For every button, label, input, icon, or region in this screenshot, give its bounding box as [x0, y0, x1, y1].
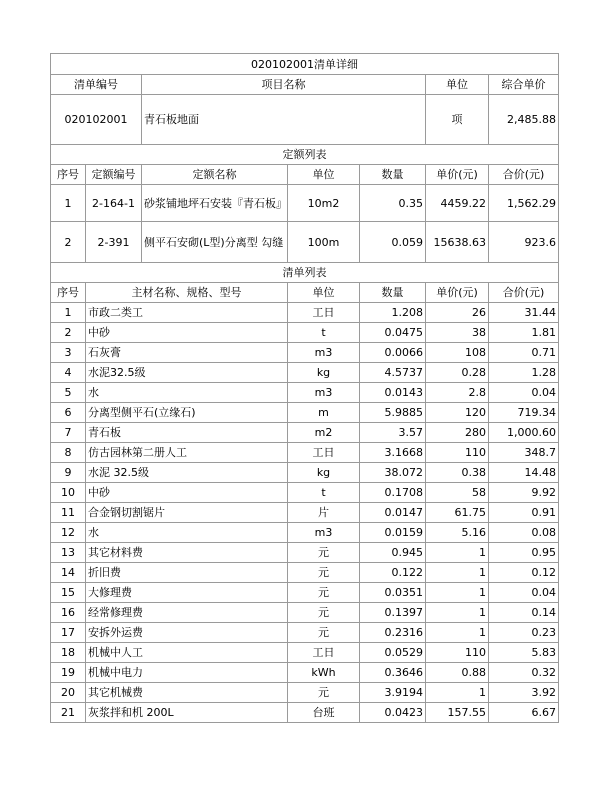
list-row — [51, 363, 559, 383]
list-unit-price: 26 — [426, 303, 489, 323]
list-material-name: 水泥 32.5级 — [86, 463, 288, 483]
list-unit: t — [288, 483, 360, 503]
list-quantity: 1.208 — [360, 303, 426, 323]
list-header-cell: 合价(元) — [489, 283, 559, 303]
quota-total: 1,562.29 — [489, 185, 559, 222]
quota-header-cell: 单价(元) — [426, 165, 489, 185]
list-quantity: 0.945 — [360, 543, 426, 563]
list-quantity: 3.57 — [360, 423, 426, 443]
list-unit-price: 1 — [426, 543, 489, 563]
list-quantity: 0.0423 — [360, 703, 426, 723]
quota-index: 1 — [51, 185, 86, 222]
list-unit-price: 157.55 — [426, 703, 489, 723]
list-index: 20 — [51, 683, 86, 703]
list-index: 10 — [51, 483, 86, 503]
list-index: 1 — [51, 303, 86, 323]
item-unit: 项 — [426, 95, 489, 145]
quota-name: 砂浆铺地坪石安装『青石板』 — [142, 185, 288, 222]
list-total: 0.12 — [489, 563, 559, 583]
list-unit-price: 2.8 — [426, 383, 489, 403]
list-index: 14 — [51, 563, 86, 583]
list-unit-price: 1 — [426, 683, 489, 703]
item-code: 020102001 — [51, 95, 142, 145]
list-index: 4 — [51, 363, 86, 383]
list-index: 9 — [51, 463, 86, 483]
list-unit: t — [288, 323, 360, 343]
list-quantity: 0.0147 — [360, 503, 426, 523]
quota-quantity: 0.059 — [360, 222, 426, 263]
quota-total: 923.6 — [489, 222, 559, 263]
quota-row — [51, 185, 559, 222]
list-material-name: 其它机械费 — [86, 683, 288, 703]
list-index: 5 — [51, 383, 86, 403]
list-row — [51, 343, 559, 363]
list-material-name: 石灰膏 — [86, 343, 288, 363]
list-total: 1.81 — [489, 323, 559, 343]
quota-row — [51, 222, 559, 263]
quota-unit-price: 4459.22 — [426, 185, 489, 222]
list-total: 9.92 — [489, 483, 559, 503]
list-material-name: 仿古园林第二册人工 — [86, 443, 288, 463]
list-row — [51, 643, 559, 663]
list-total: 0.91 — [489, 503, 559, 523]
quota-header-cell: 定额名称 — [142, 165, 288, 185]
list-material-name: 安拆外运费 — [86, 623, 288, 643]
list-row — [51, 523, 559, 543]
list-row — [51, 323, 559, 343]
list-quantity: 0.1397 — [360, 603, 426, 623]
list-unit: 元 — [288, 583, 360, 603]
list-header-cell: 单位 — [288, 283, 360, 303]
list-unit-price: 0.28 — [426, 363, 489, 383]
list-unit: 片 — [288, 503, 360, 523]
list-quantity: 0.0159 — [360, 523, 426, 543]
list-material-name: 青石板 — [86, 423, 288, 443]
list-header-cell: 数量 — [360, 283, 426, 303]
list-index: 8 — [51, 443, 86, 463]
detail-table — [50, 53, 559, 723]
list-unit: 工日 — [288, 643, 360, 663]
list-unit: 台班 — [288, 703, 360, 723]
list-index: 6 — [51, 403, 86, 423]
list-index: 7 — [51, 423, 86, 443]
list-row — [51, 563, 559, 583]
list-total: 5.83 — [489, 643, 559, 663]
list-index: 2 — [51, 323, 86, 343]
header-name: 项目名称 — [142, 75, 426, 95]
list-quantity: 38.072 — [360, 463, 426, 483]
header-unit: 单位 — [426, 75, 489, 95]
list-material-name: 合金钢切割锯片 — [86, 503, 288, 523]
list-index: 18 — [51, 643, 86, 663]
quota-header-cell: 数量 — [360, 165, 426, 185]
list-row — [51, 463, 559, 483]
header-code: 清单编号 — [51, 75, 142, 95]
list-index: 11 — [51, 503, 86, 523]
list-quantity: 0.0351 — [360, 583, 426, 603]
list-material-name: 其它材料费 — [86, 543, 288, 563]
list-unit: 工日 — [288, 443, 360, 463]
list-unit: kWh — [288, 663, 360, 683]
list-index: 15 — [51, 583, 86, 603]
quota-code: 2-164-1 — [86, 185, 142, 222]
list-header-cell: 主材名称、规格、型号 — [86, 283, 288, 303]
list-row — [51, 543, 559, 563]
list-material-name: 中砂 — [86, 323, 288, 343]
list-total: 1,000.60 — [489, 423, 559, 443]
list-unit-price: 0.38 — [426, 463, 489, 483]
list-total: 0.32 — [489, 663, 559, 683]
list-total: 3.92 — [489, 683, 559, 703]
list-total: 0.23 — [489, 623, 559, 643]
list-total: 0.04 — [489, 383, 559, 403]
list-index: 19 — [51, 663, 86, 683]
list-material-name: 机械中人工 — [86, 643, 288, 663]
list-index: 17 — [51, 623, 86, 643]
list-unit: m2 — [288, 423, 360, 443]
list-total: 0.14 — [489, 603, 559, 623]
list-row — [51, 583, 559, 603]
list-material-name: 大修理费 — [86, 583, 288, 603]
list-material-name: 经常修理费 — [86, 603, 288, 623]
list-unit-price: 280 — [426, 423, 489, 443]
list-header-row — [51, 283, 559, 303]
list-row — [51, 483, 559, 503]
header-price: 综合单价 — [489, 75, 559, 95]
list-unit-price: 1 — [426, 603, 489, 623]
item-price: 2,485.88 — [489, 95, 559, 145]
list-quantity: 3.9194 — [360, 683, 426, 703]
list-total: 31.44 — [489, 303, 559, 323]
list-unit-price: 38 — [426, 323, 489, 343]
quota-header-cell: 序号 — [51, 165, 86, 185]
list-unit-price: 1 — [426, 583, 489, 603]
list-unit: 元 — [288, 623, 360, 643]
quota-header-cell: 合价(元) — [489, 165, 559, 185]
list-unit: 元 — [288, 543, 360, 563]
list-material-name: 中砂 — [86, 483, 288, 503]
list-total: 0.95 — [489, 543, 559, 563]
list-material-name: 折旧费 — [86, 563, 288, 583]
quota-header-row — [51, 165, 559, 185]
quota-header-cell: 定额编号 — [86, 165, 142, 185]
list-unit-price: 1 — [426, 563, 489, 583]
list-total: 0.71 — [489, 343, 559, 363]
list-quantity: 0.1708 — [360, 483, 426, 503]
list-quantity: 5.9885 — [360, 403, 426, 423]
list-unit: m3 — [288, 383, 360, 403]
list-total: 14.48 — [489, 463, 559, 483]
item-name: 青石板地面 — [142, 95, 426, 145]
list-row — [51, 443, 559, 463]
list-unit: 元 — [288, 683, 360, 703]
list-material-name: 水泥32.5级 — [86, 363, 288, 383]
list-row — [51, 503, 559, 523]
list-total: 0.08 — [489, 523, 559, 543]
list-section-title: 清单列表 — [51, 263, 559, 283]
list-quantity: 0.2316 — [360, 623, 426, 643]
list-index: 16 — [51, 603, 86, 623]
list-quantity: 0.3646 — [360, 663, 426, 683]
list-quantity: 0.122 — [360, 563, 426, 583]
quota-unit-price: 15638.63 — [426, 222, 489, 263]
list-row — [51, 303, 559, 323]
list-index: 13 — [51, 543, 86, 563]
list-row — [51, 423, 559, 443]
list-quantity: 0.0529 — [360, 643, 426, 663]
list-row — [51, 683, 559, 703]
list-material-name: 灰浆拌和机 200L — [86, 703, 288, 723]
list-total: 348.7 — [489, 443, 559, 463]
list-quantity: 0.0475 — [360, 323, 426, 343]
list-unit: m3 — [288, 343, 360, 363]
list-quantity: 3.1668 — [360, 443, 426, 463]
table-title: 020102001清单详细 — [51, 54, 559, 75]
quota-section-title: 定额列表 — [51, 145, 559, 165]
list-unit: kg — [288, 363, 360, 383]
list-unit: kg — [288, 463, 360, 483]
quota-unit: 10m2 — [288, 185, 360, 222]
list-index: 21 — [51, 703, 86, 723]
list-unit: 元 — [288, 603, 360, 623]
list-quantity: 0.0143 — [360, 383, 426, 403]
list-unit-price: 58 — [426, 483, 489, 503]
list-total: 6.67 — [489, 703, 559, 723]
list-header-cell: 序号 — [51, 283, 86, 303]
list-unit-price: 61.75 — [426, 503, 489, 523]
list-unit-price: 5.16 — [426, 523, 489, 543]
list-index: 3 — [51, 343, 86, 363]
quota-name: 侧平石安砌(L型)分离型 勾缝 — [142, 222, 288, 263]
list-unit-price: 110 — [426, 643, 489, 663]
list-material-name: 水 — [86, 523, 288, 543]
list-unit-price: 120 — [426, 403, 489, 423]
list-unit-price: 110 — [426, 443, 489, 463]
list-row — [51, 703, 559, 723]
quota-quantity: 0.35 — [360, 185, 426, 222]
list-unit: 工日 — [288, 303, 360, 323]
list-unit-price: 108 — [426, 343, 489, 363]
list-unit-price: 0.88 — [426, 663, 489, 683]
list-row — [51, 663, 559, 683]
list-row — [51, 403, 559, 423]
quota-index: 2 — [51, 222, 86, 263]
list-unit: m3 — [288, 523, 360, 543]
list-unit: m — [288, 403, 360, 423]
list-row — [51, 623, 559, 643]
list-total: 0.04 — [489, 583, 559, 603]
list-unit: 元 — [288, 563, 360, 583]
list-total: 1.28 — [489, 363, 559, 383]
list-material-name: 分离型侧平石(立缘石) — [86, 403, 288, 423]
quota-unit: 100m — [288, 222, 360, 263]
list-quantity: 4.5737 — [360, 363, 426, 383]
list-material-name: 市政二类工 — [86, 303, 288, 323]
list-unit-price: 1 — [426, 623, 489, 643]
list-row — [51, 603, 559, 623]
quota-header-cell: 单位 — [288, 165, 360, 185]
list-index: 12 — [51, 523, 86, 543]
quota-code: 2-391 — [86, 222, 142, 263]
list-row — [51, 383, 559, 403]
list-quantity: 0.0066 — [360, 343, 426, 363]
list-header-cell: 单价(元) — [426, 283, 489, 303]
list-total: 719.34 — [489, 403, 559, 423]
list-material-name: 机械中电力 — [86, 663, 288, 683]
list-material-name: 水 — [86, 383, 288, 403]
